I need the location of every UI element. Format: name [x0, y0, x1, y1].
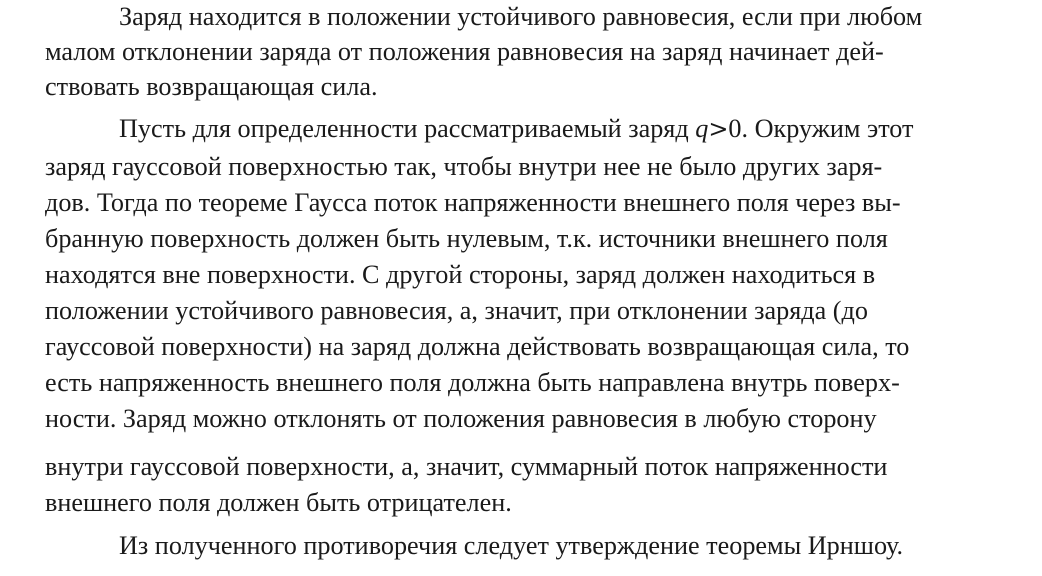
- paragraph-2-line-7: гауссовой поверхности) на заряд должна действовать возвращающая сила, то: [45, 332, 910, 361]
- paragraph-3-line-1: Из полученного противоречия следует утверждение теоремы Ирншоу.: [119, 531, 904, 560]
- paragraph-2-line-6: положении устойчивого равновесия, а, значит, при отклонении заряда (до: [45, 296, 868, 325]
- paragraph-2-line-11: внешнего поля должен быть отрицателен.: [45, 488, 512, 517]
- math-zero: 0: [728, 114, 742, 143]
- paragraph-2-line-8: есть напряженность внешнего поля должна быть направлена внутрь поверх-: [45, 368, 900, 397]
- paragraph-1-line-3: ствовать возвращающая сила.: [45, 72, 378, 101]
- paragraph-2-line-2: заряд гауссовой поверхностью так, чтобы внутри нее не было других заря-: [45, 152, 883, 181]
- paragraph-2-line-9: ности. Заряд можно отклонять от положения равновесия в любую сторону: [45, 404, 877, 433]
- paragraph-2-line-4: бранную поверхность должен быть нулевым, т.к. источники внешнего поля: [45, 224, 888, 253]
- paragraph-2-line-1-tail: . Окружим этот: [741, 114, 914, 143]
- paragraph-2-line-10: внутри гауссовой поверхности, а, значит, суммарный поток напряженности: [45, 452, 888, 481]
- paragraph-2-line-5: находятся вне поверхности. С другой стороны, заряд должен находиться в: [45, 260, 876, 289]
- paragraph-2-line-1-text: Пусть для определенности рассматриваемый заряд: [119, 114, 689, 143]
- paragraph-1-line-2: малом отклонении заряда от положения равновесия на заряд начинает дей-: [45, 37, 884, 66]
- math-greater-than: >: [708, 115, 729, 143]
- paragraph-2-line-1: [119, 114, 914, 144]
- math-variable-q: q: [695, 114, 709, 143]
- paragraph-1-line-1: Заряд находится в положении устойчивого равновесия, если при любом: [119, 2, 923, 31]
- paragraph-2-line-3: дов. Тогда по теореме Гаусса поток напряженности внешнего поля через вы-: [45, 188, 901, 217]
